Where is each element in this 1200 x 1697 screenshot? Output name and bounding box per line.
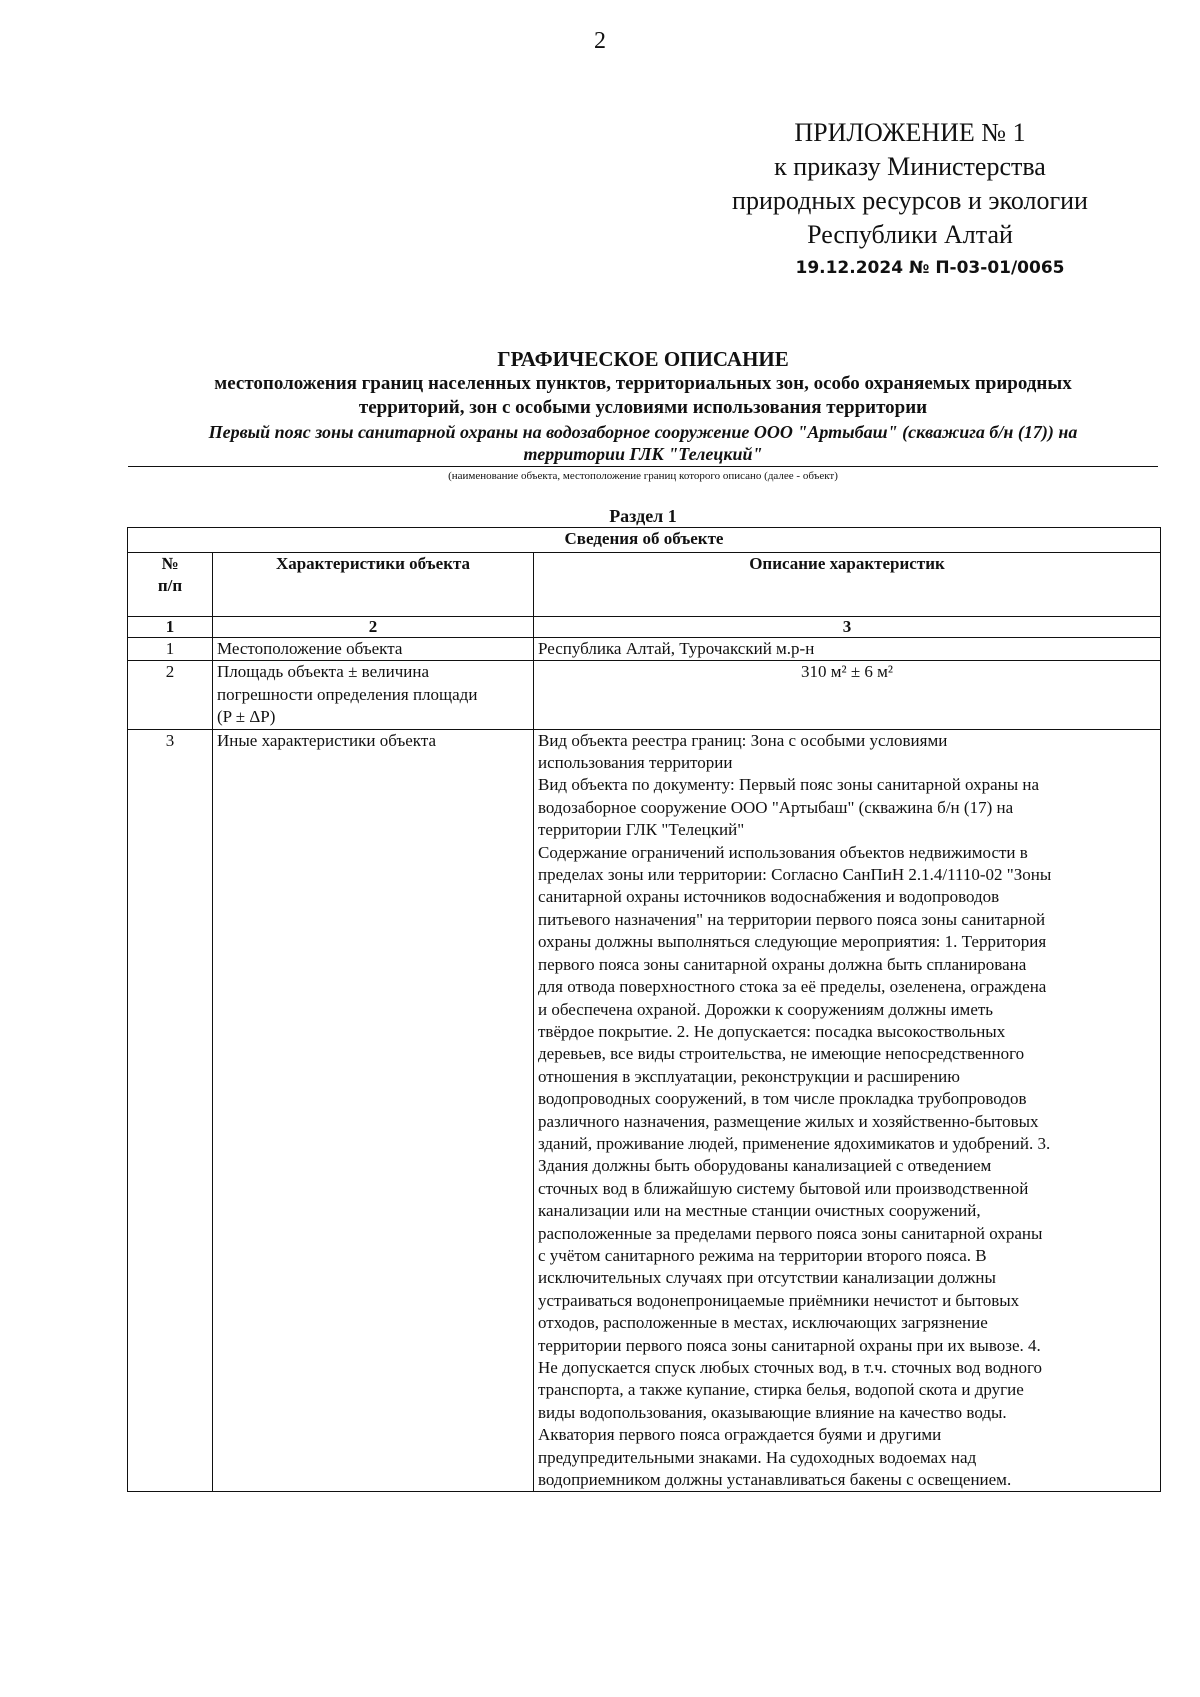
- column-number: 3: [534, 617, 1161, 638]
- row-number: 1: [128, 638, 213, 661]
- column-number-row: [128, 617, 1161, 638]
- description-line: санитарной охраны источников водоснабжения и водопроводов: [538, 887, 1000, 907]
- description-line: канализации или на местные станции очистных сооружений,: [538, 1201, 981, 1221]
- section-label: Раздел 1: [609, 506, 677, 526]
- row-characteristic: [213, 661, 534, 729]
- description-line: устраиваться водонепроницаемые приёмники нечистот и бытовых: [538, 1290, 1020, 1310]
- description-line: сточных вод в ближайшую систему бытовой или производственной: [538, 1178, 1029, 1198]
- title-block: [128, 346, 1158, 483]
- document-subtitle-line: местоположения границ населенных пунктов, территориальных зон, особо охраняемых природных: [214, 373, 1072, 394]
- appendix-line: ПРИЛОЖЕНИЕ № 1: [794, 118, 1026, 147]
- table-row: [128, 638, 1161, 661]
- description-line: Акватория первого пояса ограждается буями и другими: [538, 1425, 942, 1445]
- description-line: водопроводных сооружений, в том числе прокладка трубопроводов: [538, 1089, 1027, 1109]
- description-line: Не допускается спуск любых сточных вод, в т.ч. сточных вод водного: [538, 1358, 1043, 1377]
- table-header-row: [128, 553, 1161, 617]
- header-characteristics: Характеристики объекта: [213, 553, 534, 617]
- object-name-line: территории ГЛК "Телецкий": [523, 444, 763, 464]
- description-line: виды водопользования, оказывающие влияние на качество воды.: [538, 1402, 1007, 1422]
- description-line: водозаборное сооружение ООО "Артыбаш" (скважина б/н (17) на: [538, 797, 1014, 817]
- description-line: использования территории: [538, 753, 733, 773]
- header-description: Описание характеристик: [534, 553, 1161, 617]
- description-line: отношения в эксплуатации, реконструкции и расширению: [538, 1066, 960, 1086]
- description-line: зданий, проживание людей, применение ядохимикатов и удобрений. 3.: [538, 1133, 1051, 1153]
- appendix-line: природных ресурсов и экологии: [732, 186, 1088, 215]
- row-number: 2: [128, 661, 213, 729]
- table-caption: Сведения об объекте: [128, 528, 1161, 553]
- description-line: территории первого пояса зоны санитарной охраны при их вывозе. 4.: [538, 1335, 1041, 1355]
- description-line: территории ГЛК "Телецкий": [538, 820, 745, 840]
- description-line: исключительных случаях при отсутствии канализации должны: [538, 1268, 996, 1288]
- row-description: 310 м² ± 6 м²: [534, 661, 1161, 729]
- row-characteristic: Местоположение объекта: [213, 638, 534, 661]
- description-line: расположенные за пределами первого пояса зоны санитарной охраны: [538, 1223, 1043, 1243]
- characteristic-line: (P ± ΔP): [217, 707, 276, 727]
- column-number: 2: [213, 617, 534, 638]
- characteristic-line: погрешности определения площади: [217, 684, 478, 704]
- description-line: отходов, расположенные в местах, исключающих загрязнение: [538, 1313, 988, 1333]
- table-row: [128, 661, 1161, 729]
- description-line: пределах зоны или территории: Согласно СанПиН 2.1.4/1110-02 "Зоны: [538, 865, 1052, 885]
- table-caption-row: [128, 528, 1161, 553]
- table-row: [128, 729, 1161, 1492]
- column-number: 1: [128, 617, 213, 638]
- appendix-line: Республики Алтай: [807, 220, 1013, 249]
- header-number-symbol: №: [161, 554, 179, 573]
- header-number: [128, 553, 213, 617]
- description-line: с учётом санитарного режима на территории второго пояса. В: [538, 1245, 987, 1265]
- description-line: первого пояса зоны санитарной охраны должна быть спланирована: [538, 954, 1027, 974]
- description-line: твёрдое покрытие. 2. Не допускается: посадка высокоствольных: [538, 1021, 1006, 1041]
- object-name-line: Первый пояс зоны санитарной охраны на водозаборное сооружение ООО "Артыбаш" (скважига б/н (17)) на: [208, 422, 1078, 442]
- row-description: Республика Алтай, Турочакский м.р-н: [534, 638, 1161, 661]
- description-line: питьевого назначения" на территории первого пояса зоны санитарной: [538, 909, 1046, 929]
- description-line: Здания должны быть оборудованы канализацией с отведением: [538, 1156, 992, 1176]
- appendix-header: [700, 116, 1120, 252]
- object-name: [128, 421, 1158, 467]
- object-info-table: [127, 527, 1161, 1492]
- description-line: и обеспечена охраной. Дорожки к сооружениям должны иметь: [538, 999, 994, 1019]
- description-line: для отвода поверхностного стока за её пределы, озеленена, ограждена: [538, 977, 1047, 997]
- document-subtitle-line: территорий, зон с особыми условиями использования территории: [358, 397, 928, 418]
- description-line: Вид объекта реестра границ: Зона с особыми условиями: [538, 730, 948, 750]
- row-characteristic: Иные характеристики объекта: [213, 729, 534, 1492]
- description-line: предупредительными знаками. На судоходных водоемах над: [538, 1447, 977, 1467]
- description-line: деревьев, все виды строительства, не имеющие непосредственного: [538, 1044, 1025, 1064]
- page-number: 2: [594, 28, 606, 54]
- header-number-abbr: п/п: [157, 576, 183, 595]
- description-line: Вид объекта по документу: Первый пояс зоны санитарной охраны на: [538, 775, 1040, 795]
- row-description: [534, 729, 1161, 1492]
- row-number: 3: [128, 729, 213, 1492]
- appendix-line: к приказу Министерства: [774, 152, 1046, 181]
- characteristic-line: Площадь объекта ± величина: [217, 662, 430, 682]
- description-line: водоприемником должны устанавливаться бакены с освещением.: [538, 1470, 1012, 1490]
- description-line: Содержание ограничений использования объектов недвижимости в: [538, 842, 1028, 862]
- object-caption: (наименование объекта, местоположение границ которого описано (далее - объект): [448, 470, 838, 482]
- document-title: ГРАФИЧЕСКОЕ ОПИСАНИЕ: [497, 347, 789, 371]
- order-reference: 19.12.2024 № П-03-01/0065: [795, 258, 1065, 278]
- description-line: охраны должны выполняться следующие мероприятия: 1. Территория: [538, 932, 1047, 952]
- description-line: транспорта, а также купание, стирка белья, водопой скота и другие: [538, 1380, 1024, 1400]
- description-line: различного назначения, размещение жилых и хозяйственно-бытовых: [538, 1111, 1039, 1131]
